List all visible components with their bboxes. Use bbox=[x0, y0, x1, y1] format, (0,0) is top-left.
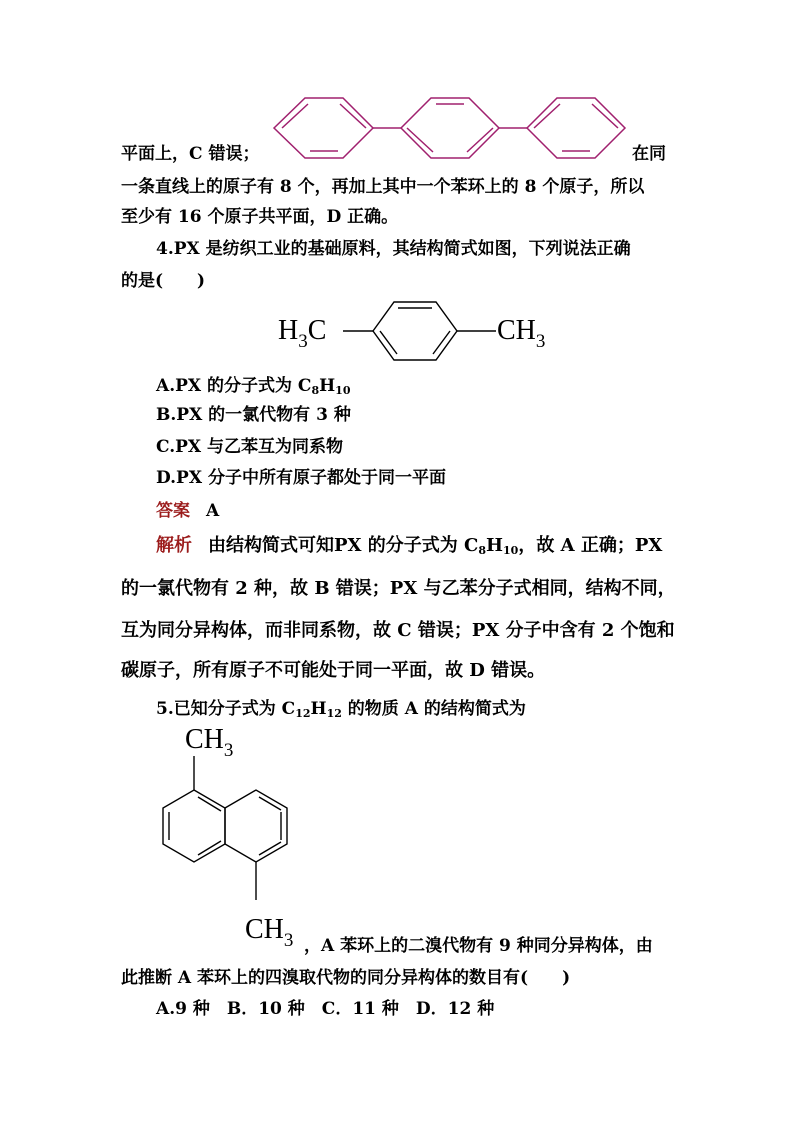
text-line: ，A 苯环上的二溴代物有 9 种同分异构体，由 bbox=[304, 936, 653, 956]
chem-label-h3c: $H_3C$ bbox=[278, 315, 327, 352]
naphthalene-structure bbox=[163, 756, 287, 900]
chem-label-ch3-top: $CH_3$ bbox=[185, 724, 234, 761]
answer-row bbox=[156, 500, 219, 522]
question-stem: 的是( ) bbox=[121, 271, 206, 291]
text-line: 一条直线上的原子有 8 个，再加上其中一个苯环上的 8 个原子，所以 bbox=[121, 177, 645, 197]
answer-value: A bbox=[206, 501, 220, 521]
text-line: 平面上，C 错误； bbox=[121, 144, 260, 164]
chem-label-ch3: $CH_3$ bbox=[497, 315, 546, 352]
question-stem: 5.已知分子式为 $C_{12}H_{12}$ 的物质 A 的结构简式为 bbox=[156, 699, 526, 720]
question-stem: 4.PX 是纺织工业的基础原料，其结构简式如图，下列说法正确 bbox=[156, 239, 631, 259]
analysis-line: 的一氯代物有 2 种，故 B 错误；PX 与乙苯分子式相同，结构不同， bbox=[121, 578, 676, 599]
option-b: B.PX 的一氯代物有 3 种 bbox=[156, 405, 351, 425]
answer-label: 答案 bbox=[156, 501, 190, 521]
analysis-label: 解析 bbox=[156, 535, 192, 556]
text-line: 至少有 16 个原子共平面，D 正确。 bbox=[121, 207, 399, 227]
option-c: C.PX 与乙苯互为同系物 bbox=[156, 437, 344, 457]
analysis-line: 互为同分异构体，而非同系物，故 C 错误；PX 分子中含有 2 个饱和 bbox=[121, 620, 675, 641]
chem-label-ch3-bottom: $CH_3$ bbox=[245, 914, 294, 951]
option-d: D.PX 分子中所有原子都处于同一平面 bbox=[156, 468, 446, 488]
analysis-line: 解析 由结构简式可知PX 的分子式为 $C_8H_{10}$，故 A 正确；PX bbox=[156, 535, 663, 557]
px-structure bbox=[343, 302, 496, 360]
text-line: 在同 bbox=[632, 144, 666, 164]
options-row: A.9 种 B．10 种 C．11 种 D．12 种 bbox=[156, 999, 495, 1019]
text-line: 此推断 A 苯环上的四溴取代物的同分异构体的数目有( ) bbox=[121, 968, 571, 988]
analysis-line: 碳原子，所有原子不可能处于同一平面，故 D 错误。 bbox=[121, 660, 546, 681]
option-a: A.PX 的分子式为 $C_8H_{10}$ bbox=[156, 376, 351, 397]
